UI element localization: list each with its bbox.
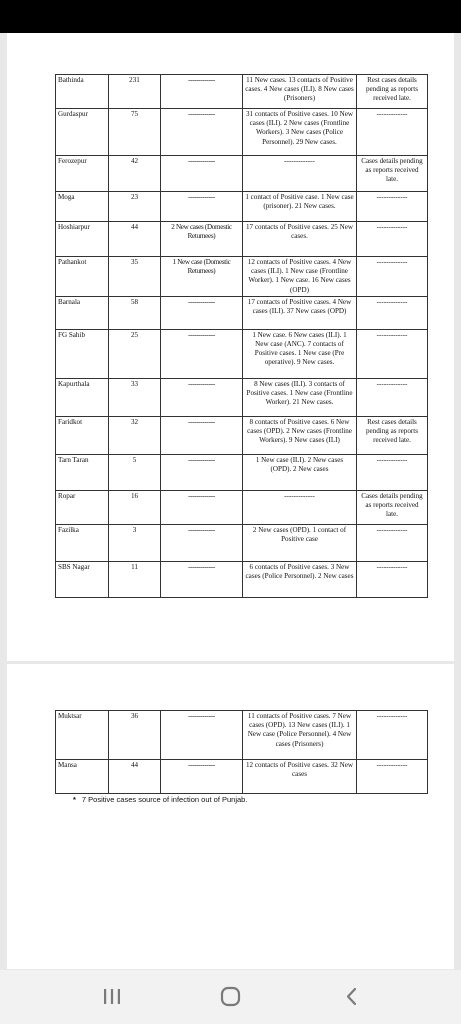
returnees-cell: -------------	[161, 561, 243, 597]
table-row	[56, 490, 428, 524]
footnote	[73, 795, 247, 804]
case-count-cell: 58	[109, 296, 161, 329]
district-cell: FG Sahib	[56, 329, 109, 378]
district-cell: Pathankot	[56, 257, 109, 297]
remarks-cell: -------------	[357, 711, 428, 760]
case-count-cell: 75	[109, 109, 161, 156]
remarks-cell: Cases details pending as reports received late.	[357, 490, 428, 524]
district-cell: Bathinda	[56, 75, 109, 109]
returnees-cell: -------------	[161, 296, 243, 329]
details-cell: 1 New case. 6 New cases (ILI). 1 New case (ANC). 7 contacts of Positive cases. 1 New case (Pre operative). 9 New cases.	[243, 329, 357, 378]
back-button[interactable]	[338, 985, 366, 1009]
district-cell: Muktsar	[56, 711, 109, 760]
table-row	[56, 296, 428, 329]
table-row	[56, 109, 428, 156]
returnees-cell: -------------	[161, 156, 243, 192]
details-cell: 1 New case (ILI). 2 New cases (OPD). 2 New cases	[243, 454, 357, 490]
details-cell: 6 contacts of Positive cases. 3 New cases (Police Personnel). 2 New cases	[243, 561, 357, 597]
document-page-2	[7, 664, 454, 969]
district-cell: Moga	[56, 192, 109, 222]
remarks-cell: -------------	[357, 524, 428, 561]
case-count-cell: 16	[109, 490, 161, 524]
table-row	[56, 454, 428, 490]
table-row	[56, 329, 428, 378]
remarks-cell: -------------	[357, 257, 428, 297]
details-cell: 2 New cases (OPD). 1 contact of Positive case	[243, 524, 357, 561]
details-cell: 17 contacts of Positive cases. 25 New cases.	[243, 222, 357, 257]
case-count-cell: 35	[109, 257, 161, 297]
returnees-cell: 2 New cases (Domestic Returnees)	[161, 222, 243, 257]
table-row	[56, 378, 428, 416]
details-cell: 1 contact of Positive case. 1 New case (prisoner). 21 New cases.	[243, 192, 357, 222]
district-cell: Barnala	[56, 296, 109, 329]
remarks-cell: -------------	[357, 378, 428, 416]
details-cell: 8 contacts of Positive cases. 6 New cases (OPD). 2 New cases (Frontline Workers). 9 New cases (ILI)	[243, 416, 357, 454]
case-count-cell: 36	[109, 711, 161, 760]
returnees-cell: -------------	[161, 192, 243, 222]
case-count-cell: 5	[109, 454, 161, 490]
returnees-cell: -------------	[161, 416, 243, 454]
details-cell: 12 contacts of Positive cases. 32 New cases	[243, 760, 357, 794]
table-row	[56, 416, 428, 454]
home-icon	[217, 985, 245, 1009]
remarks-cell: Rest cases details pending as reports received late.	[357, 75, 428, 109]
case-count-cell: 11	[109, 561, 161, 597]
remarks-cell: -------------	[357, 760, 428, 794]
returnees-cell: -------------	[161, 109, 243, 156]
table-row	[56, 524, 428, 561]
details-cell: -------------	[243, 490, 357, 524]
case-count-cell: 33	[109, 378, 161, 416]
district-cell: Gurdaspur	[56, 109, 109, 156]
remarks-cell: -------------	[357, 222, 428, 257]
district-cell: Ferozepur	[56, 156, 109, 192]
district-cell: Fazilka	[56, 524, 109, 561]
case-count-cell: 231	[109, 75, 161, 109]
returnees-cell: -------------	[161, 329, 243, 378]
remarks-cell: Rest cases details pending as reports received late.	[357, 416, 428, 454]
case-count-cell: 44	[109, 760, 161, 794]
home-button[interactable]	[217, 985, 245, 1009]
remarks-cell: -------------	[357, 296, 428, 329]
navigation-bar	[0, 970, 461, 1024]
remarks-cell: -------------	[357, 192, 428, 222]
remarks-cell: Cases details pending as reports received late.	[357, 156, 428, 192]
case-count-cell: 44	[109, 222, 161, 257]
document-page-1	[7, 33, 454, 661]
remarks-cell: -------------	[357, 109, 428, 156]
case-count-cell: 32	[109, 416, 161, 454]
status-bar	[0, 0, 461, 33]
table-row	[56, 257, 428, 297]
table-row	[56, 561, 428, 597]
returnees-cell: 1 New case (Domestic Returnees)	[161, 257, 243, 297]
district-cell: Faridkot	[56, 416, 109, 454]
district-cases-table	[55, 74, 428, 598]
returnees-cell: -------------	[161, 711, 243, 760]
remarks-cell: -------------	[357, 454, 428, 490]
case-count-cell: 25	[109, 329, 161, 378]
details-cell: 8 New cases (ILI). 3 contacts of Positive cases. 1 New case (Frontline Worker). 21 New cases.	[243, 378, 357, 416]
district-cell: Hoshiarpur	[56, 222, 109, 257]
details-cell: 31 contacts of Positive cases. 10 New cases (ILI). 2 New cases (Frontline Workers). 3 New cases (Police Personnel). 29 New cases.	[243, 109, 357, 156]
recent-apps-icon	[98, 985, 126, 1009]
details-cell: 11 contacts of Positive cases. 7 New cases (OPD). 13 New cases (ILI). 1 New case (Police Personnel). 4 New cases (Prisoners)	[243, 711, 357, 760]
district-cell: Tarn Taran	[56, 454, 109, 490]
returnees-cell: -------------	[161, 490, 243, 524]
returnees-cell: -------------	[161, 378, 243, 416]
table-row	[56, 711, 428, 760]
details-cell: 12 contacts of Positive cases. 4 New cases (ILI). 1 New case (Frontline Worker). 1 New case. 16 New cases (OPD)	[243, 257, 357, 297]
district-cell: Kapurthala	[56, 378, 109, 416]
details-cell: 17 contacts of Positive cases. 4 New cases (ILI). 37 New cases (OPD)	[243, 296, 357, 329]
district-cell: Mansa	[56, 760, 109, 794]
case-count-cell: 3	[109, 524, 161, 561]
remarks-cell: -------------	[357, 329, 428, 378]
district-cell: Ropar	[56, 490, 109, 524]
returnees-cell: -------------	[161, 454, 243, 490]
returnees-cell: -------------	[161, 524, 243, 561]
footnote-text: 7 Positive cases source of infection out of Punjab.	[81, 795, 248, 804]
footnote-bullet: *	[73, 795, 76, 804]
table-row	[56, 156, 428, 192]
table-row	[56, 760, 428, 794]
recent-apps-button[interactable]	[98, 985, 126, 1009]
table-row	[56, 222, 428, 257]
returnees-cell: -------------	[161, 760, 243, 794]
district-cell: SBS Nagar	[56, 561, 109, 597]
district-cases-table-continued	[55, 710, 428, 794]
back-icon	[338, 985, 366, 1009]
returnees-cell: -------------	[161, 75, 243, 109]
details-cell: 11 New cases. 13 contacts of Positive cases. 4 New cases (ILI). 8 New cases (Prisoners)	[243, 75, 357, 109]
case-count-cell: 23	[109, 192, 161, 222]
case-count-cell: 42	[109, 156, 161, 192]
remarks-cell: -------------	[357, 561, 428, 597]
table-row	[56, 192, 428, 222]
table-row	[56, 75, 428, 109]
details-cell: -------------	[243, 156, 357, 192]
